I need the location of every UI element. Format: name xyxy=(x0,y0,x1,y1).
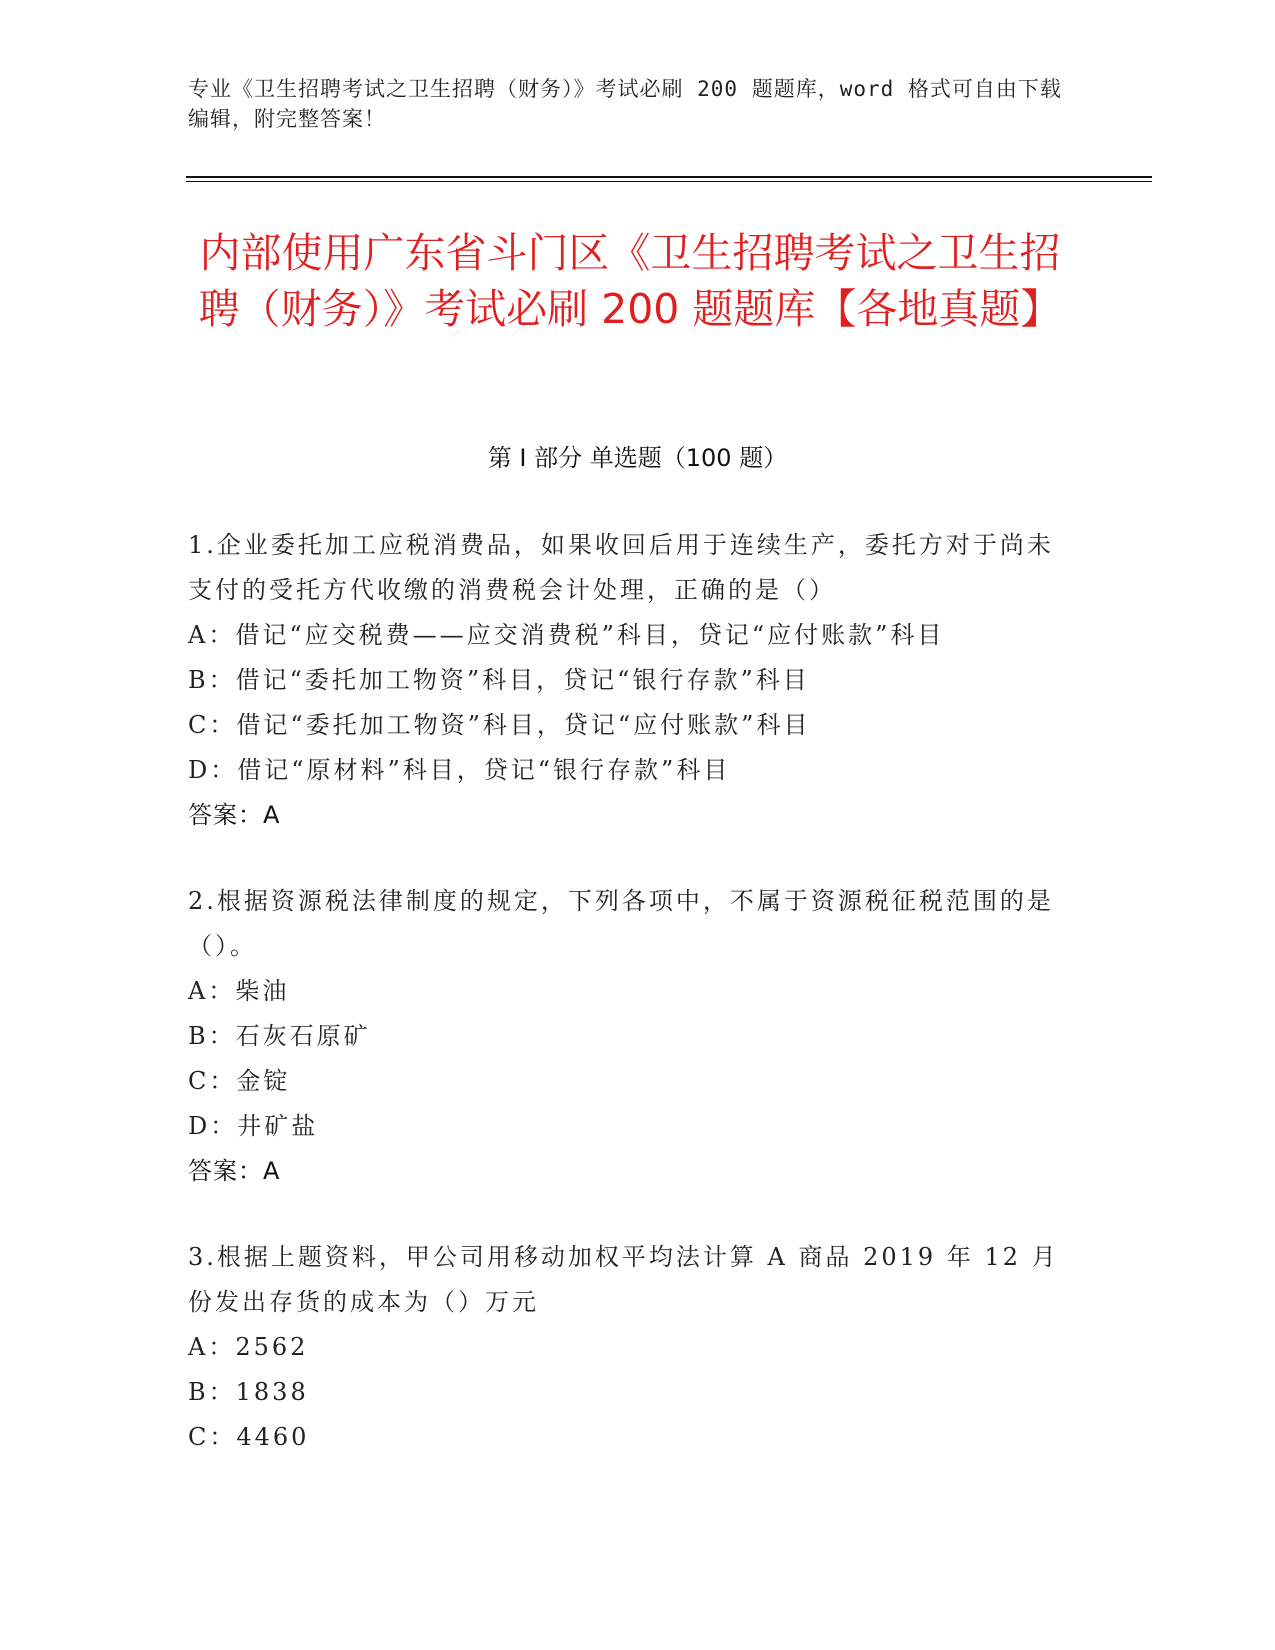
question-2 xyxy=(188,879,1068,1194)
question-list xyxy=(188,523,1068,1501)
header-divider-thick xyxy=(186,176,1152,178)
option-d: D：井矿盐 xyxy=(188,1112,319,1140)
question-3 xyxy=(188,1235,1068,1460)
option-b: B：借记“委托加工物资”科目，贷记“银行存款”科目 xyxy=(188,666,810,694)
question-1 xyxy=(188,523,1068,838)
option-b: B：1838 xyxy=(188,1378,309,1406)
document-title: 内部使用广东省斗门区《卫生招聘考试之卫生招聘（财务）》考试必刷 200 题题库【各地真题】 xyxy=(198,229,1062,333)
answer: 答案：A xyxy=(188,801,281,829)
question-stem: 1.企业委托加工应税消费品，如果收回后用于连续生产，委托方对于尚未支付的受托方代收缴的消费税会计处理，正确的是（） xyxy=(188,531,1054,604)
option-c: C：4460 xyxy=(188,1423,310,1451)
option-c: C：借记“委托加工物资”科目，贷记“应付账款”科目 xyxy=(188,711,811,739)
option-b: B：石灰石原矿 xyxy=(188,1022,371,1050)
header-note: 专业《卫生招聘考试之卫生招聘（财务）》考试必刷 200 题题库，word 格式可自由下载编辑，附完整答案！ xyxy=(188,77,1062,131)
header-divider-thin xyxy=(186,181,1152,182)
option-a: A：2562 xyxy=(188,1333,309,1361)
section-heading: 第 I 部分 单选题（100 题） xyxy=(487,444,788,472)
question-stem: 2.根据资源税法律制度的规定，下列各项中，不属于资源税征税范围的是（）。 xyxy=(188,887,1054,960)
option-a: A：柴油 xyxy=(188,977,290,1005)
option-a: A：借记“应交税费——应交消费税”科目，贷记“应付账款”科目 xyxy=(188,621,945,649)
question-stem: 3.根据上题资料，甲公司用移动加权平均法计算 A 商品 2019 年 12 月份发出存货的成本为（）万元 xyxy=(188,1243,1059,1316)
option-d: D：借记“原材料”科目，贷记“银行存款”科目 xyxy=(188,756,731,784)
option-c: C：金锭 xyxy=(188,1067,291,1095)
answer: 答案：A xyxy=(188,1157,281,1185)
